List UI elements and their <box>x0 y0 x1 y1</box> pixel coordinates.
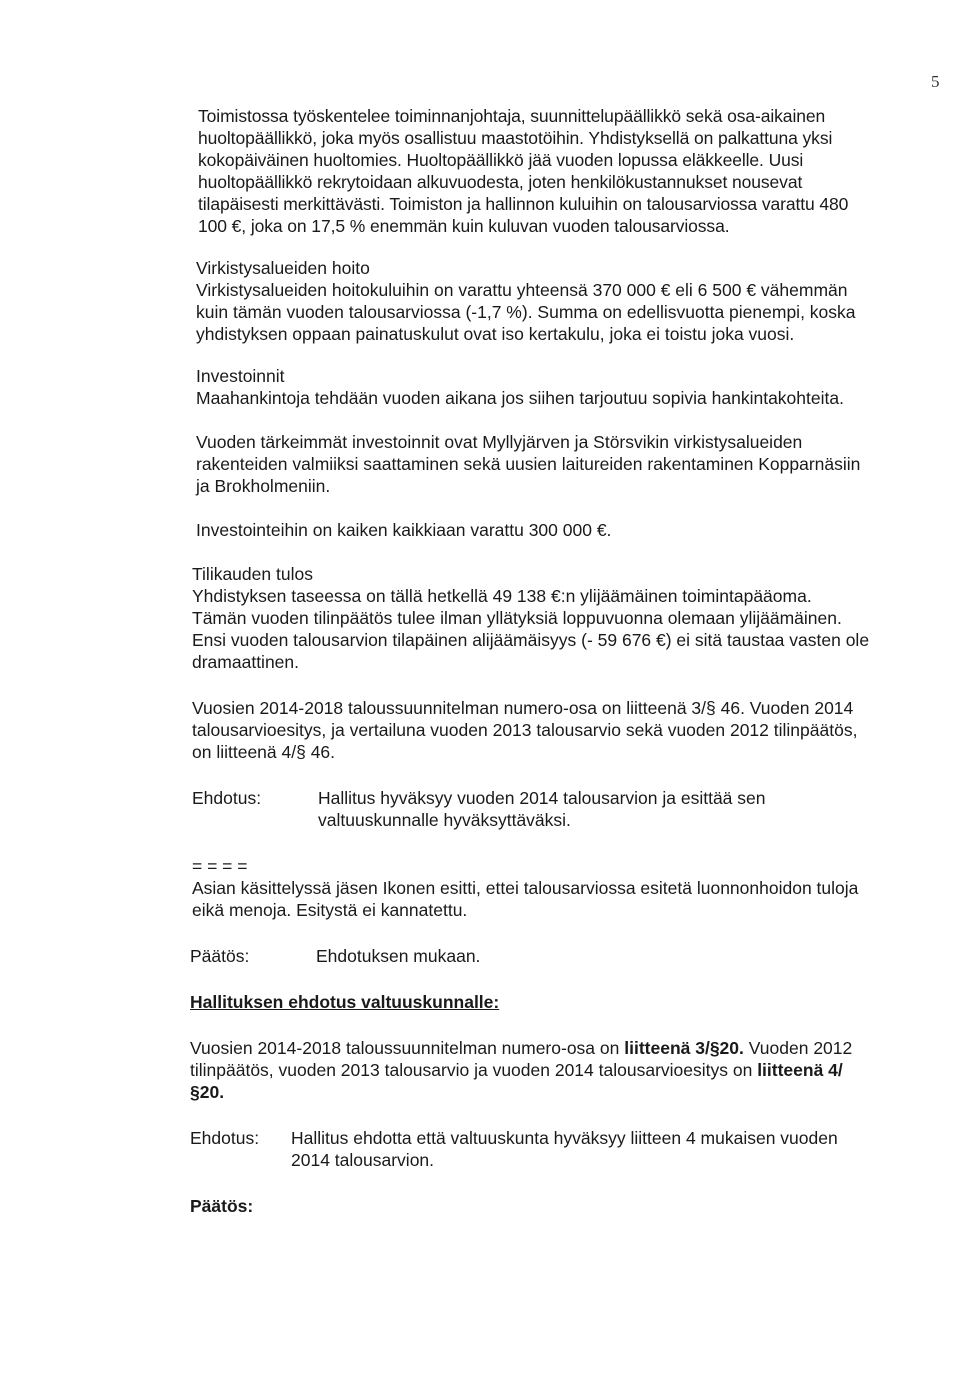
proposal-1-label: Ehdotus: <box>192 788 262 808</box>
proposal-2 <box>190 1127 870 1171</box>
proposal-2-label: Ehdotus: <box>190 1128 260 1148</box>
board-attachments-line1: Vuosien 2014-2018 taloussuunnitelman numero-osa on <box>190 1038 625 1058</box>
decision-1-text: Ehdotuksen mukaan. <box>316 946 481 966</box>
decision-1 <box>190 945 870 967</box>
result-paragraph: Yhdistyksen taseessa on tällä hetkellä 49 138 €:n ylijäämäinen toimintapääoma. Tämän vuoden tilinpäätös tulee ilman yllätyksiä loppuvuonna olemaan ylijäämäinen. Ensi vuoden talousarvion tilapäinen alijäämäisyys (- 59 676 €) ei sitä taustaa vasten ole dramaattinen. <box>192 586 870 672</box>
investments-paragraph: Maahankintoja tehdään vuoden aikana jos siihen tarjoutuu sopivia hankintakohteita. <box>196 388 844 408</box>
board-heading-text: Hallituksen ehdotus valtuuskunnalle: <box>190 992 500 1012</box>
board-heading <box>190 991 870 1013</box>
board-attachments-paragraph <box>190 1037 870 1103</box>
investments-main-paragraph: Vuoden tärkeimmät investoinnit ovat Myllyjärven ja Störsvikin virkistysalueiden rakenteiden valmiiksi saattaminen sekä uusien laitureiden rakentaminen Kopparnäsiin ja Brokholmeniin. <box>196 432 861 496</box>
attachments-paragraph: Vuosien 2014-2018 taloussuunnitelman numero-osa on liitteenä 3/§ 46. Vuoden 2014 talousarvioesitys, ja vertailuna vuoden 2013 talousarvio sekä vuoden 2012 tilinpäätös, on liitteenä 4/§ 46. <box>192 698 858 762</box>
staff-paragraph: Toimistossa työskentelee toiminnanjohtaja, suunnittelupäällikkö sekä osa-aikainen huoltopäällikkö, joka myös osallistuu maastotöihin. Yhdistyksellä on palkattuna yksi kokopäiväinen huoltomies. Huoltopäällikkö jää vuoden lopussa eläkkeelle. Uusi huoltopäällikkö rekrytoidaan alkuvuodesta, joten henkilökustannukset nousevat tilapäisesti merkittävästi. Toimiston ja hallinnon kuluihin on talousarviossa varattu 480 100 €, joka on 17,5 % enemmän kuin kuluvan vuoden talousarviossa. <box>198 106 849 236</box>
result-section <box>190 563 870 673</box>
proposal-1-text: Hallitus hyväksyy vuoden 2014 talousarvion ja esittää sen valtuuskunnalle hyväksyttäväksi. <box>318 788 766 830</box>
discussion-paragraph: Asian käsittelyssä jäsen Ikonen esitti, ettei talousarviossa esitetä luonnonhoidon tuloja eikä menoja. Esitystä ei kannatettu. <box>192 878 859 920</box>
board-attachments-line2: Vuoden 2012 tilinpäätös, vuoden 2013 talousarvio ja vuoden 2014 talousarvioesitys on <box>190 1038 853 1080</box>
recreation-section <box>190 257 870 345</box>
page-number: 5 <box>931 72 940 91</box>
separator: = = = = <box>192 856 248 876</box>
result-heading: Tilikauden tulos <box>192 564 313 584</box>
proposal-1 <box>190 787 870 831</box>
recreation-paragraph: Virkistysalueiden hoitokuluihin on varattu yhteensä 370 000 € eli 6 500 € vähemmän kuin tämän vuoden talousarviossa (-1,7 %). Summa on edellisvuotta pienempi, koska yhdistyksen oppaan painatuskulut ovat iso kertakulu, joka ei toistu joka vuosi. <box>196 280 856 344</box>
investments-total-paragraph: Investointeihin on kaiken kaikkiaan varattu 300 000 €. <box>196 520 612 540</box>
investments-section <box>190 365 870 409</box>
board-attachments-line1-bold: liitteenä 3/§20. <box>624 1038 744 1058</box>
investments-heading: Investoinnit <box>196 366 285 386</box>
decision-2-label: Päätös: <box>190 1196 254 1216</box>
proposal-2-text: Hallitus ehdotta että valtuuskunta hyväksyy liitteen 4 mukaisen vuoden 2014 talousarvion. <box>291 1128 838 1170</box>
board-attachments-line2-bold: liitteenä 4/§20. <box>190 1060 843 1102</box>
decision-1-label: Päätös: <box>190 946 250 966</box>
recreation-heading: Virkistysalueiden hoito <box>196 258 370 278</box>
discussion-section <box>190 855 870 921</box>
document-body <box>190 95 870 1217</box>
